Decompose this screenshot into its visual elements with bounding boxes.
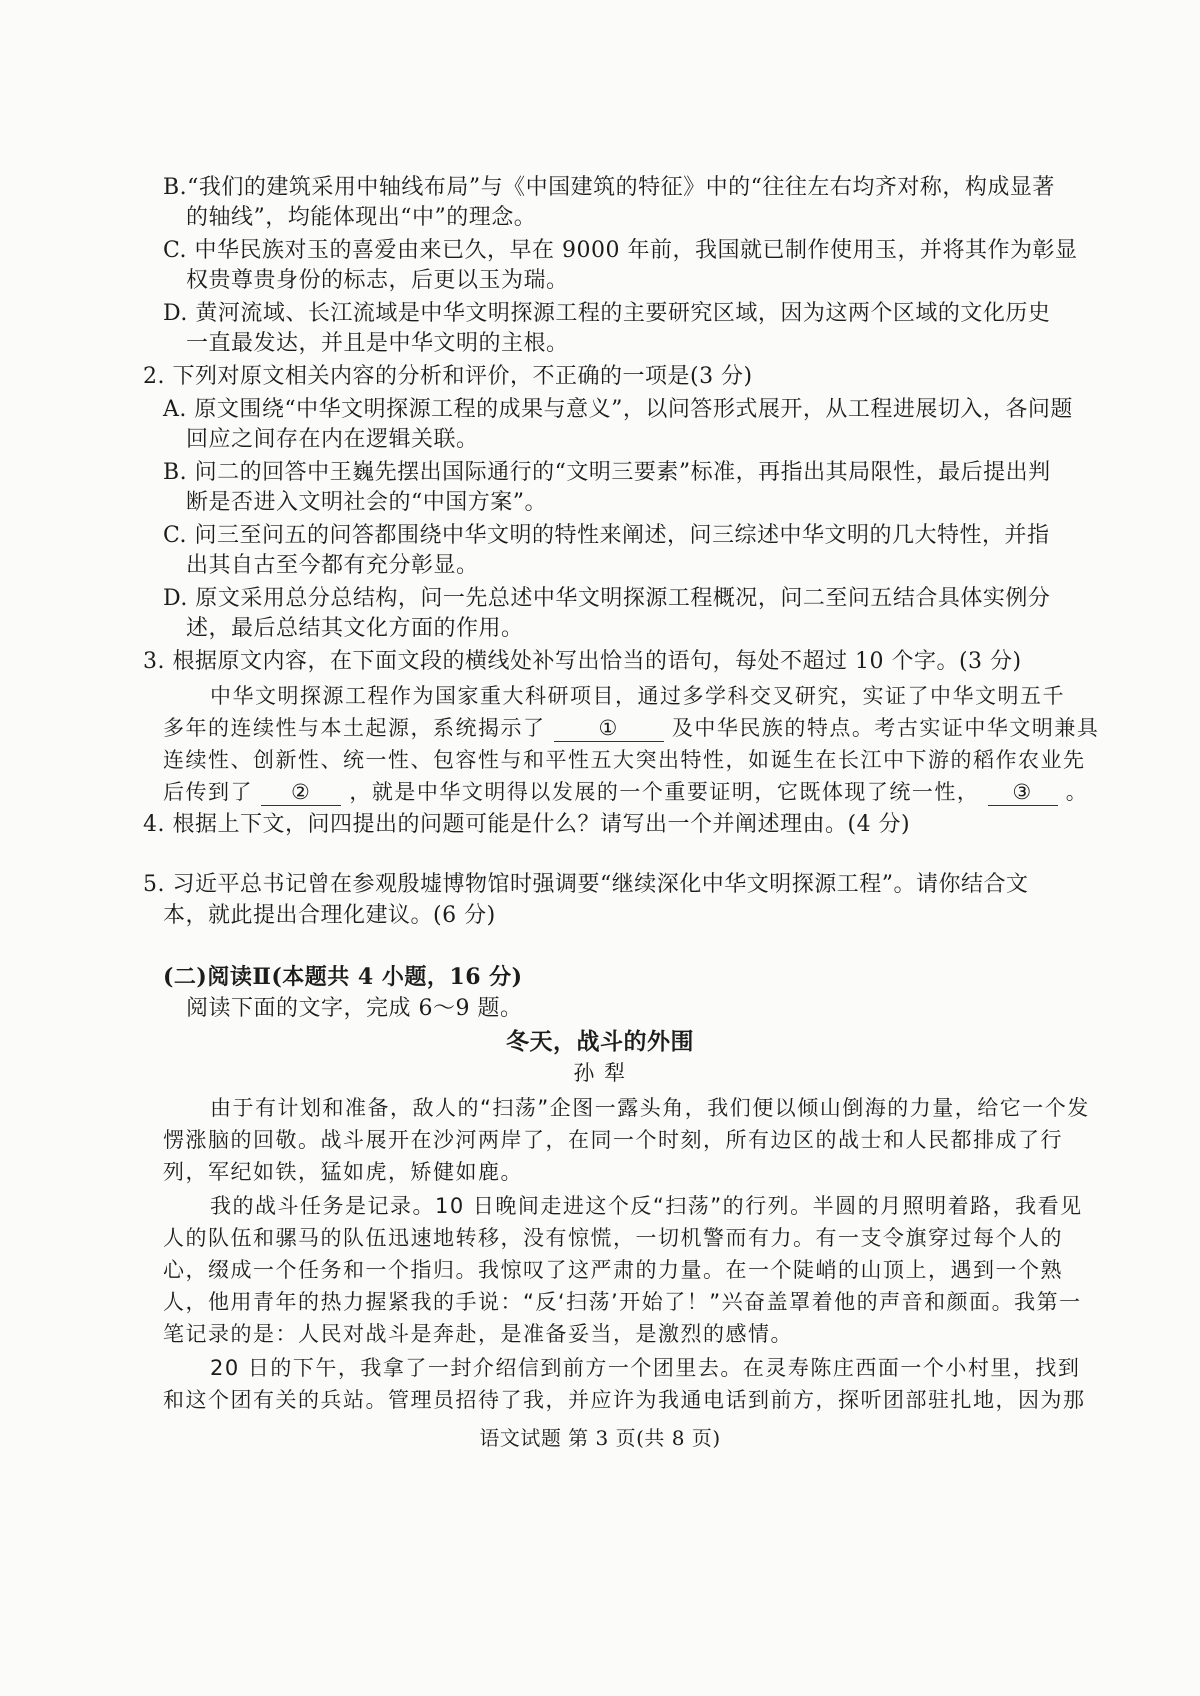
paragraph-3-line1: 20 日的下午，我拿了一封介绍信到前方一个团里去。在灵寿陈庄西面一个小村里，找到 (210, 1356, 1081, 1380)
fill-blank-2[interactable]: ② (261, 779, 341, 806)
section-heading: (二)阅读Ⅱ(本题共 4 小题，16 分) (163, 964, 523, 990)
option-b-q2-line2: 断是否进入文明社会的“中国方案”。 (186, 490, 547, 515)
question-5-line1: 5. 习近平总书记曾在参观殷墟博物馆时强调要“继续深化中华文明探源工程”。请你结合文 (143, 872, 1029, 897)
option-c-q1-line2: 权贵尊贵身份的标志，后更以玉为瑞。 (186, 268, 569, 293)
option-d-q2-line1: D. 原文采用总分总结构，问一先总述中华文明探源工程概况，问二至问五结合具体实例分 (163, 586, 1051, 611)
option-d-q1-line1: D. 黄河流域、长江流域是中华文明探源工程的主要研究区域，因为这两个区域的文化历史 (163, 301, 1051, 326)
option-c-q2-line2: 出其自古至今都有充分彰显。 (186, 553, 479, 578)
option-a-q2-line1: A. 原文围绕“中华文明探源工程的成果与意义”，以问答形式展开，从工程进展切入，各问题 (163, 397, 1073, 422)
paragraph-2-line5: 笔记录的是：人民对战斗是奔赴，是准备妥当，是激烈的感情。 (163, 1322, 793, 1346)
question-4: 4. 根据上下文，问四提出的问题可能是什么？请写出一个并阐述理由。(4 分) (143, 812, 911, 837)
q3-passage-text: 多年的连续性与本土起源，系统揭示了 (163, 716, 546, 740)
q3-passage-text: 。 (1065, 780, 1089, 804)
option-b-q1-line1: B.“我们的建筑采用中轴线布局”与《中国建筑的特征》中的“往往左右均齐对称，构成显著 (163, 175, 1055, 200)
paragraph-3-line2: 和这个团有关的兵站。管理员招待了我，并应许为我通电话到前方，探听团部驻扎地，因为那 (163, 1388, 1086, 1412)
q3-passage-line1: 中华文明探源工程作为国家重大科研项目，通过多学科交叉研究，实证了中华文明五千 (210, 684, 1065, 708)
paragraph-2-line2: 人的队伍和骡马的队伍迅速地转移，没有惊慌，一切机警而有力。有一支令旗穿过每个人的 (163, 1226, 1063, 1250)
passage-author: 孙 犁 (573, 1061, 627, 1085)
option-b-q2-line1: B. 问二的回答中王巍先摆出国际通行的“文明三要素”标准，再指出其局限性，最后提出判 (163, 460, 1051, 485)
paragraph-2-line3: 心，缀成一个任务和一个指归。我惊叹了这严肃的力量。在一个陡峭的山顶上，遇到一个熟 (163, 1258, 1063, 1282)
question-3: 3. 根据原文内容，在下面文段的横线处补写出恰当的语句，每处不超过 10 个字。(3 分) (143, 649, 1022, 674)
option-c-q1-line1: C. 中华民族对玉的喜爱由来已久，早在 9000 年前，我国就已制作使用玉，并将其作为彰显 (163, 238, 1078, 263)
paragraph-2-line4: 人，他用青年的热力握紧我的手说：“反‘扫荡’开始了！”兴奋盖罩着他的声音和颜面。我第一 (163, 1290, 1082, 1314)
section-instruction: 阅读下面的文字，完成 6～9 题。 (186, 996, 523, 1021)
q3-passage-text: 及中华民族的特点。考古实证中华文明兼具 (671, 716, 1100, 740)
question-2: 2. 下列对原文相关内容的分析和评价，不正确的一项是(3 分) (143, 364, 753, 389)
option-d-q2-line2: 述，最后总结其文化方面的作用。 (186, 616, 524, 641)
paragraph-1-line3: 列，军纪如铁，猛如虎，矫健如鹿。 (163, 1160, 523, 1184)
option-b-q1-line2: 的轴线”，均能体现出“中”的理念。 (186, 205, 537, 230)
paragraph-1-line2: 愣涨脑的回敬。战斗展开在沙河两岸了，在同一个时刻，所有边区的战士和人民都排成了行 (163, 1128, 1063, 1152)
option-a-q2-line2: 回应之间存在内在逻辑关联。 (186, 427, 479, 452)
option-d-q1-line2: 一直最发达，并且是中华文明的主根。 (186, 331, 569, 356)
fill-blank-1[interactable]: ① (554, 715, 664, 742)
paragraph-1-line1: 由于有计划和准备，敌人的“扫荡”企图一露头角，我们便以倾山倒海的力量，给它一个发 (210, 1096, 1090, 1120)
question-5-line2: 本，就此提出合理化建议。(6 分) (163, 903, 496, 928)
q3-passage-line2 (163, 713, 1099, 743)
q3-passage-text: 后传到了 (163, 780, 253, 804)
option-c-q2-line1: C. 问三至问五的问答都围绕中华文明的特性来阐述，问三综述中华文明的几大特性，并指 (163, 523, 1050, 548)
passage-title: 冬天，战斗的外围 (506, 1028, 694, 1055)
page-footer: 语文试题 第 3 页(共 8 页) (479, 1426, 721, 1450)
q3-passage-line3: 连续性、创新性、统一性、包容性与和平性五大突出特性，如诞生在长江中下游的稻作农业先 (163, 748, 1086, 772)
fill-blank-3[interactable]: ③ (988, 779, 1058, 806)
q3-passage-text: ，就是中华文明得以发展的一个重要证明，它既体现了统一性， (349, 780, 980, 804)
q3-passage-line4 (163, 777, 1088, 807)
paragraph-2-line1: 我的战斗任务是记录。10 日晚间走进这个反“扫荡”的行列。半圆的月照明着路，我看见 (210, 1194, 1083, 1218)
